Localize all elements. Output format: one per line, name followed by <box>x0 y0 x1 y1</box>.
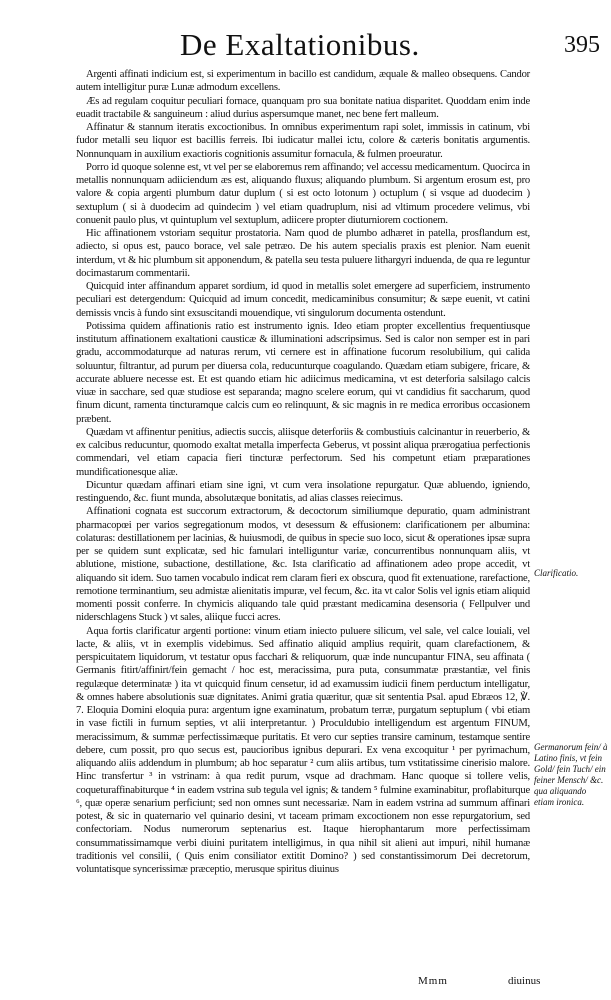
paragraph-argenti: Argenti affinati indicium est, si experimentum in bacillo est candidum, æquale & malleo obsequens. Candor autem intelligitur puræ Lunæ admodum excellens. <box>76 69 530 94</box>
page-header <box>30 26 600 70</box>
paragraph-hic-affinationem: Hic affinationem vstoriam sequitur prostatoria. Nam quod de plumbo adhæret in patella, prosflandum est, adiecto, si opus est, pauco borace, vel sale petræo. De his autem specialis praxis est plenior. Nam euenit interdum, vt & hic plumbum sit apponendum, & patella seu testa puluere lithargyri induenda, de qua re leguntur docimastarum commentarii. <box>76 228 530 279</box>
catchword: diuinus <box>508 975 541 987</box>
paragraph-aes: Æs ad regulam coquitur peculiari fornace, quanquam pro sua bonitate natiua disparitet. Quoddam enim inde euadit tractabile & sanguineum : aliud durius aspersumque manet, nec bene fert malleum. <box>76 95 530 120</box>
running-title: De Exaltationibus. <box>180 27 420 62</box>
paragraph-dicuntur: Dicuntur quædam affinari etiam sine igni, vt cum vera insolatione repurgatur. Quæ abluendo, igniendo, restinguendo, &c. fiunt munda, absolutæque bonitatis, ad alias classes reiecimus. <box>76 479 530 504</box>
paragraph-porro: Porro id quoque solenne est, vt vel per se elaboremus rem affinando; vel accessu medicamentum. Quocirca in metallis nonnunquam adiiciendum æs est, aliquando fluxus; aliquando plumbum. Si argentum erosum est, pro valore & copia argenti plumbum datur duplum ( si est octo lotonum ) octuplum ( si vsque ad duodecim ) sextuplum ( si à duodecim ad quindecim ) vel etiam quadruplum, nisi ad vltimum procedere velimus, vbi conuenit paulo plus, vt quintuplum vel sextuplum, adiicere propter diuturniorem coctionem. <box>76 161 530 226</box>
paragraph-affinationi-cognata: Affinationi cognata est succorum extractorum, & decoctorum similiumque depuratio, quam administrant pharmacopœi per varios segregationum modos, vt desessum & effusionem: clarificationem per albumina: colaturas: destillationem per lacinias, & huiusmodi, de quibus in specie suo loco, sicut & operationes ipsæ supra per se quidem sunt explicatæ, sed hic famulari intelliguntur variæ, concurrentibus nonnunquam aliis, vt ablutione, mistione, subactione, destillatione, &c. Ista clarificatio ad affinationem adeo prope accedit, vt aliquando sit idem. Suo tamen vocabulo indicat rem claram fieri ex obscura, quod fit extenuatione, rarefactione, remotione terminantium, seu admistæ alienitatis impuræ, vel fecum, &c. ita vt calor Solis vel ignis etiam aliquid momenti possit conferre. In chymicis aliquando tale quid præstant medicamina desensoria ( Fellpulver und niderschlagens Stuck ) vt sales, aliique fucci acres. <box>76 506 530 624</box>
signature-mark: Mmm <box>418 975 448 987</box>
paragraph-stannum: Affinatur & stannum iteratis excoctionibus. In omnibus experimentum rapi solet, immissis in catinum, vbi fudor metalli seu liquor est bacillis ferreis. Ibi iudicatur mallei ictu, colore & cæteris bonitatis argumentis. Nonnunquam in auxilium exactioris cognitionis assumitur fornacula, & fulmen proeuratur. <box>76 122 530 160</box>
paragraph-quicquid: Quicquid inter affinandum apparet sordium, id quod in metallis solet emergere ad superficiem, instrumento peculiari est detergendum: Quicquid ad imum concedit, medicaminibus consumitur; & sæpe euenit, vt catini demissis vncis à fundo sint exsuscitandi mouendique, vti singulorum documenta ostendunt. <box>76 281 530 319</box>
paragraph-potissima: Potissima quidem affinationis ratio est instrumento ignis. Ideo etiam propter excellentius frequentiusque institutum affinationem exaltationi causticæ & illuminationi adscripsimus. Sed is calor non semper est in pari gradu, accommodaturque ad naturas rerum, vti cernere est in affinatione fucorum resolubilium, qui calida soluuntur, filtrantur, ad purum per diuersa cola, reducunturque coagulando. Quædam etiam subigere, fricare, & accurate abluere necesse est. Et est quando etiam hic adiicimus medicamina, vt est deterforia salsilago calcis viuæ in sacchare, sed quæ studiose est separanda; magno scelere eorum, qui vt candidius fit saccharum, quod finum dicunt, ramenta tincturamque calcis cum eo relinquunt, & sic magnis in re medica erroribus occasionem præbent. <box>76 320 530 425</box>
paragraph-quaedam: Quædam vt affinentur penitius, adiectis succis, aliisque deterforiis & combustiuis calcinantur in reuerberio, & ex calcibus reducuntur, quomodo exaltat metalla imperfecta Geberus, vt possint aliqua prærogatiua perfectionis commendari, vel etiam capacia fieri tincturæ perfectorum. Sed his competunt etiam præparationes mundificationesque aliæ. <box>76 426 530 478</box>
paragraph-aqua-fortis: Aqua fortis clarificatur argenti portione: vinum etiam iniecto puluere silicum, vel sale, vel calce louiali, vel lacte, & aliis, vt in exemplis videbimus. Sed affinatio aliquid amplius requirit, quam clarefactionem, & perspicuitatem liquidorum, vt testatur opus facchari & reliquorum, quæ inde nuncupantur FINA, seu affinata ( Germanis fitirt/affinirt/fein gemacht / hoc est, meracissima, pura puta, consummatæ præstantiæ, vel finis regulæque determinatæ ) ita vt quicquid finum censetur, id ad examussim iudicii finem perductum intelligatur, & omnes habere absolutionis suæ dignitates. Animi gratia quæritur, quæ sit sententia Psal. apud Ebræos 12, ℣. 7. Eloquia Domini eloquia pura: argentum igne examinatum, probatum terræ, purgatum septuplum ( vbi etiam in vase fictili in furnum septies, vt alii interpretantur. ) Proculdubio intelligendum est argentum FINUM, meracissimum, & summæ perfectissimæque puritatis. Et vero cur septies transire caminum, testamque sentire debere, cum possit, pro quo secus est, paucioribus ignibus depurari. Ex vena excoquitur ¹ per pyrimachum, aliquando aliis addendum in plumbum; ab hoc separatur ² cum aliis artibus, tum vstitatissime cinerisio malore. Hinc transfertur ³ in vstrinam: à qua redit purum, vsque ad drachmam. Hanc quoque si tollere velis, coqueturaffinabiturque ⁴ in eadem vstrina sub tegula vel ignis; & tandem ⁵ fulmine examinabitur, proflabiturque ⁶, quæ operæ senarium perficiunt; sed non omnes sunt necessariæ. Nam in eadem vstrina ad summum affinari potest, & sic in quaternario vel quinario desini, vt taceam primam excoctionem non esse repurgatorium, sed confectoriam. Nodus numerorum septenarius est. Itaque hierophantarum more perfectissimam consummatissimamque verbi diuini puritatem intelligimus, in qua nihil sit alieni aut impuri, nihil humanæ traditionis vel consilii, ( Quis enim consiliator extitit Domino? ) sed constantissimorum Dei decretorum, voluntatisque syncerissimæ præceptio, merusque spiritus diuinus <box>76 625 530 875</box>
margin-note-germanorum: Germanorum fein/ à Latino finis, vt fein Gold/ fein Tuch/ ein feiner Mensch/ &c. qua aliquando etiam ironica. <box>534 742 608 807</box>
body-text <box>76 68 530 876</box>
margin-note-clarificatio: Clarificatio. <box>534 568 579 578</box>
page-number: 395 <box>564 32 600 58</box>
